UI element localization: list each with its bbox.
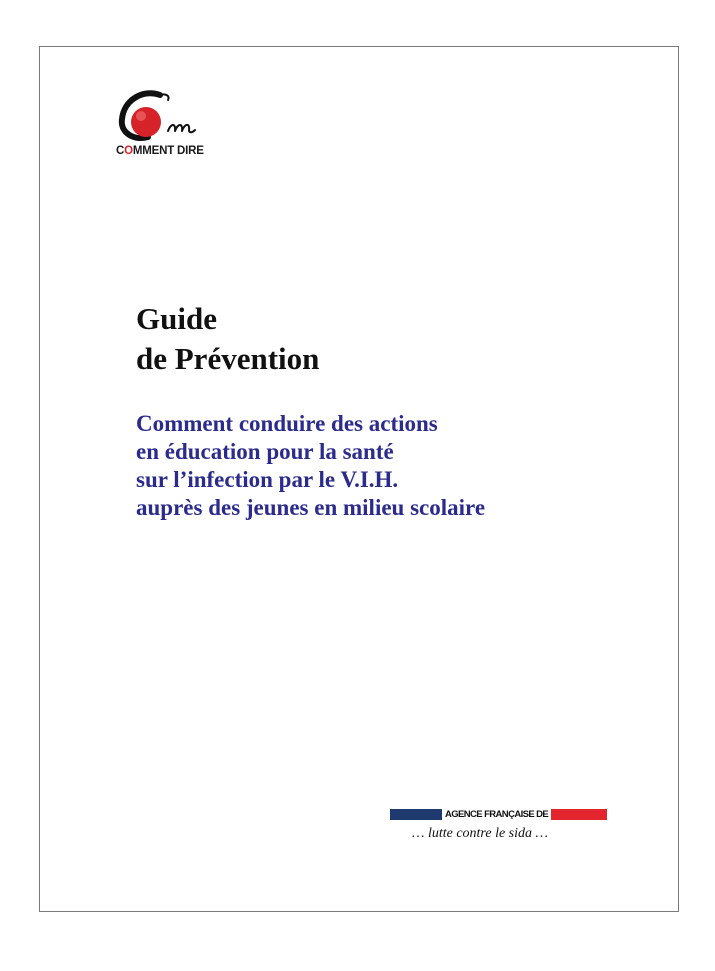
- title-line-2: de Prévention: [136, 341, 320, 376]
- subtitle-line-4: auprès des jeunes en milieu scolaire: [136, 495, 486, 520]
- subtitle-line-2: en éducation pour la santé: [136, 439, 394, 464]
- logo-emblem-icon: [116, 87, 246, 147]
- logo-wordmark: COMMENT DIRE: [116, 145, 204, 157]
- document-page: [39, 46, 679, 912]
- comment-dire-logo: [116, 87, 246, 177]
- subtitle-line-1: Comment conduire des actions: [136, 411, 438, 436]
- flag-blue-stripe: [390, 809, 442, 820]
- document-subtitle: [136, 410, 656, 522]
- agency-label: AGENCE FRANÇAISE DE: [445, 809, 549, 820]
- agency-logo: [390, 809, 640, 859]
- agency-flag-bar: [390, 809, 640, 820]
- agency-tagline: … lutte contre le sida …: [412, 826, 548, 841]
- title-line-1: Guide: [136, 301, 217, 336]
- document-title: [136, 299, 319, 379]
- subtitle-line-3: sur l’infection par le V.I.H.: [136, 467, 399, 492]
- flag-red-stripe: [551, 809, 607, 820]
